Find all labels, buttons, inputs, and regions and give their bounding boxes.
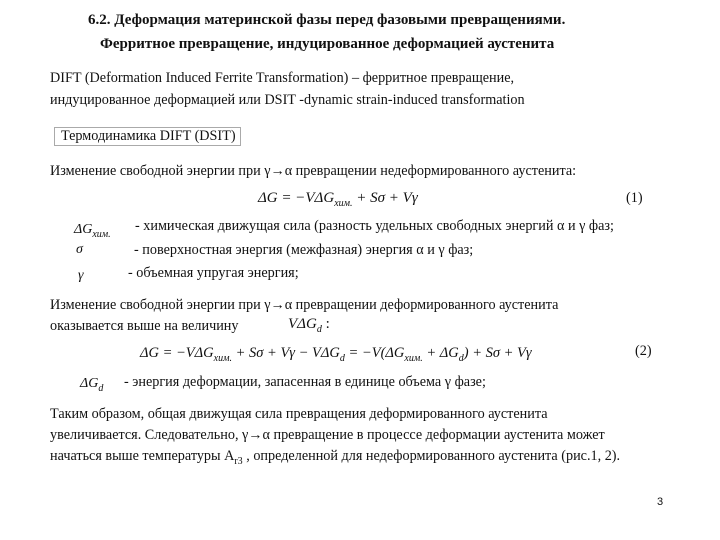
definition-symbol: $\Delta G_d$ <box>80 376 104 394</box>
definition-text: - поверхностная энергия (межфазная) энергия α и γ фаз; <box>134 242 474 258</box>
section-heading: Термодинамика DIFT (DSIT) <box>54 127 241 146</box>
definition-symbol: σ <box>76 242 83 257</box>
conclusion-line-3: начаться выше температуры $A_{r3}$ , определенной для недеформированного аустенита (рис.1, 2). <box>50 448 621 467</box>
definition-text: - химическая движущая сила (разность удельных свободных энергий α и γ фаз; <box>135 218 614 234</box>
definition-symbol: γ <box>78 268 84 283</box>
page-number: 3 <box>657 496 664 508</box>
definition-text: - энергия деформации, запасенная в единице объема γ фазе; <box>124 374 486 390</box>
paragraph-1: Изменение свободной энергии при γ→α превращении недеформированного аустенита: <box>50 163 577 179</box>
page-title: 6.2. Деформация материнской фазы перед фазовыми превращениями. <box>88 12 566 28</box>
paragraph-2-line-1: Изменение свободной энергии при γ→α превращении деформированного аустенита <box>50 297 559 313</box>
conclusion-line-2: увеличивается. Следовательно, γ→α превращение в процессе деформации аустенита может <box>50 427 605 443</box>
definition-text: - объемная упругая энергия; <box>128 265 299 281</box>
formula-2-number: (2) <box>635 343 652 359</box>
deformation-term: $V\Delta G_d$ : <box>288 316 330 335</box>
formula-2: $\Delta G = -V\Delta G_{хим.} + S\sigma + V\gamma - V\Delta G_d = -V(\Delta G_{хим.} + \Delta G_d) + S\sigma + V\gamma$ <box>140 345 532 364</box>
formula-1: $\Delta G = -V\Delta G_{хим.} + S\sigma + V\gamma$ <box>258 190 418 209</box>
intro-line-2: индуцированное деформацией или DSIT -dynamic strain-induced transformation <box>50 92 525 108</box>
paragraph-2-line-2: оказывается выше на величину <box>50 318 239 334</box>
definition-symbol: $\Delta G_{хим.}$ <box>74 222 111 240</box>
page-subtitle: Ферритное превращение, индуцированное деформацией аустенита <box>100 36 555 52</box>
formula-1-number: (1) <box>626 190 643 206</box>
conclusion-line-1: Таким образом, общая движущая сила превращения деформированного аустенита <box>50 406 548 422</box>
intro-line-1: DIFT (Deformation Induced Ferrite Transformation) – ферритное превращение, <box>50 70 515 86</box>
